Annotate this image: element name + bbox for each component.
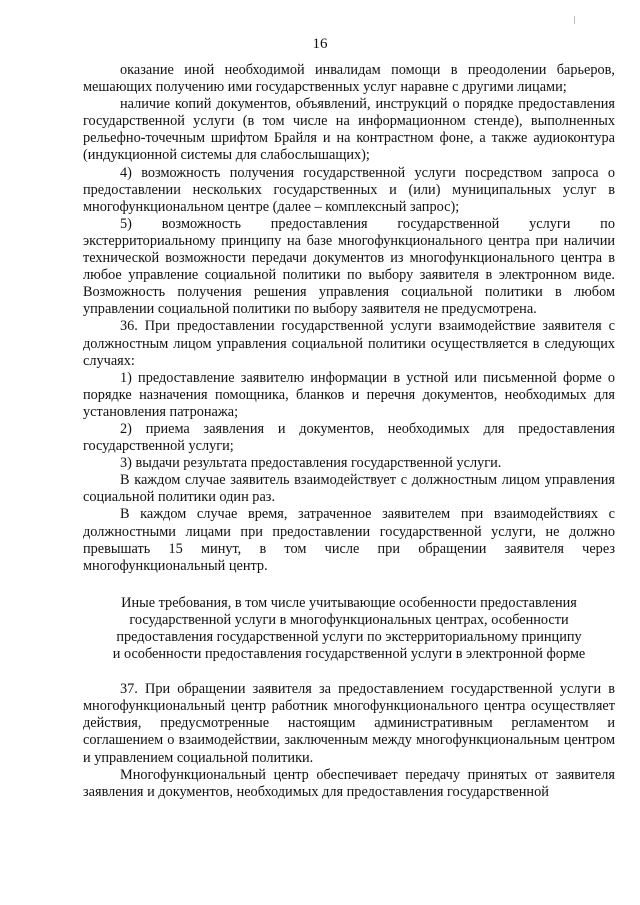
paragraph-37: 37. При обращении заявителя за предоставлением государственной услуги в многофункциональный центр работник многофункционального центра осуществляет действия, предусмотренные настоящим административным регламентом и соглашением о взаимодействии, заключенным между многофункциональным центром и управлением социальной политики. [83, 681, 615, 766]
paragraph-extraterritorial: 5) возможность предоставления государственной услуги по экстерриториальному принципу на базе многофункционального центра при наличии технической возможности передачи документов из многофункционального центра в любое управление социальной политики по выбору заявителя в электронном виде. Возможность получения решения управления социальной политики в любом управлении социальной политики по выбору заявителя не предусмотрена. [83, 215, 615, 318]
paragraph-case-3: 3) выдачи результата предоставления государственной услуги. [120, 455, 502, 472]
corner-mark [574, 16, 575, 24]
section-heading-line-4: и особенности предоставления государственной услуги в электронной форме [112, 646, 586, 663]
paragraph-case-1: 1) предоставление заявителю информации в устной или письменной форме о порядке назначения помощника, бланков и перечня документов, необходимых для установления патронажа; [83, 369, 615, 420]
paragraph-braille: наличие копий документов, объявлений, инструкций о порядке предоставления государственной услуги (в том числе на информационном стенде), выполненных рельефно-точечным шрифтом Брайля и на контрастном фоне, а также аудиоконтура (индукционной системы для слабослышащих); [83, 96, 615, 164]
section-heading-line-1: Иные требования, в том числе учитывающие особенности предоставления [121, 594, 577, 611]
paragraph-mfc-transfer: Многофункциональный центр обеспечивает передачу принятых от заявителя заявления и документов, необходимых для предоставления государственной [83, 766, 615, 800]
paragraph-36: 36. При предоставлении государственной услуги взаимодействие заявителя с должностным лицом управления социальной политики осуществляется в следующих случаях: [83, 318, 615, 369]
page-number: 16 [312, 36, 328, 52]
paragraph-complex-request: 4) возможность получения государственной услуги посредством запроса о предоставлении нескольких государственных и (или) муниципальных услуг в многофункциональном центре (далее – комплексный запрос); [83, 164, 615, 215]
paragraph-interaction-once: В каждом случае заявитель взаимодействует с должностным лицом управления социальной политики один раз. [83, 472, 615, 506]
section-heading [83, 595, 615, 663]
section-heading-line-3: предоставления государственной услуги по экстерриториальному принципу [116, 629, 582, 645]
paragraph-barriers: оказание иной необходимой инвалидам помощи в преодолении барьеров, мешающих получению ими государственных услуг наравне с другими лицами; [83, 62, 615, 96]
document-body [83, 62, 615, 801]
section-heading-line-2: государственной услуги в многофункциональных центрах, особенности [129, 611, 569, 628]
paragraph-case-2: 2) приема заявления и документов, необходимых для предоставления государственной услуги; [83, 420, 615, 455]
paragraph-interaction-time: В каждом случае время, затраченное заявителем при взаимодействиях с должностными лицами при предоставлении государственной услуги, не должно превышать 15 минут, в том числе при обращении заявителя через многофункциональный центр. [83, 506, 615, 574]
